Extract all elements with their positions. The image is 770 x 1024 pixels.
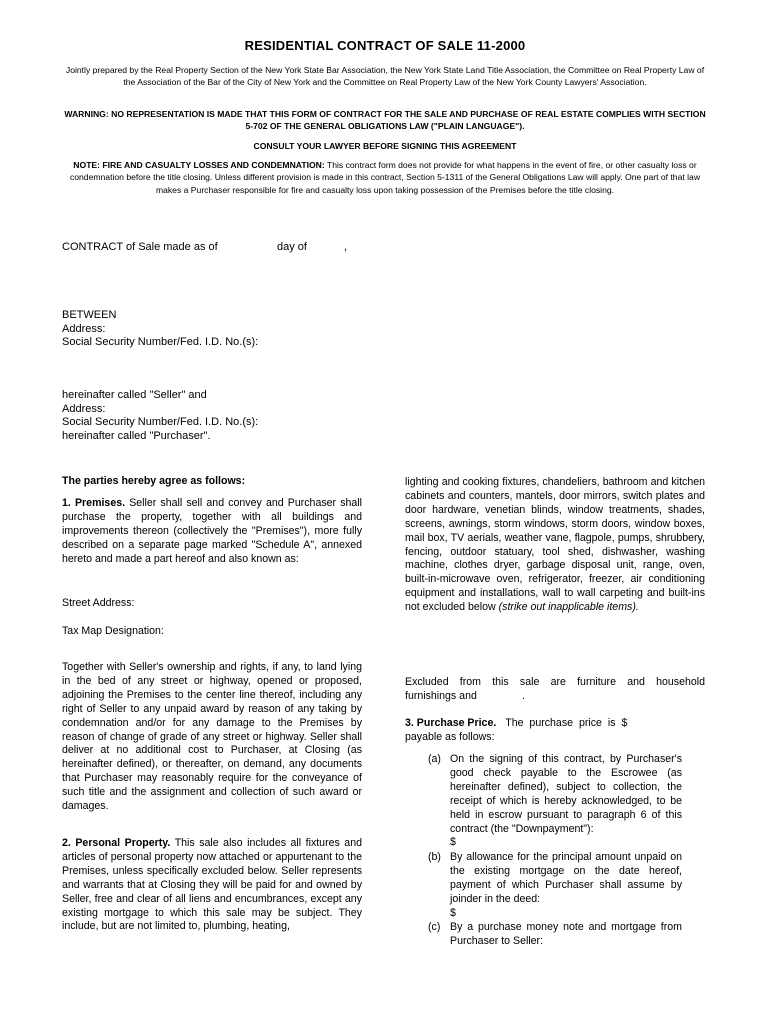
purchase-price-text: The purchase price is $ xyxy=(505,717,628,729)
purchaser-ssn-label: Social Security Number/Fed. I.D. No.(s): xyxy=(62,416,259,428)
section-purchase-price xyxy=(405,717,705,745)
payment-item-b-label: (b) xyxy=(428,851,441,863)
note-label: NOTE: FIRE AND CASUALTY LOSSES AND CONDEMNATION: xyxy=(73,160,325,170)
fixtures-paragraph xyxy=(405,476,705,615)
street-address-label: Street Address: xyxy=(62,597,135,609)
contract-day-of: day of xyxy=(277,241,307,253)
between-label: BETWEEN xyxy=(62,309,117,321)
payment-item-b-dollar: $ xyxy=(450,907,456,919)
excluded-line-2 xyxy=(405,690,705,704)
tax-map-label: Tax Map Designation: xyxy=(62,625,164,637)
purchaser-block xyxy=(62,389,462,443)
section-personal-property xyxy=(62,837,362,934)
personal-property-text: This sale also includes all fixtures and articles of personal property now attached or appurtenant to the Premises, unless specifically excluded below. Seller represents and warrants that at Closing they will be paid for and owned by Seller, free and clear of all liens and encumbrances, except any existing mortgage to which this sale may be subject. They include, but are not limited to, plumbing, heating, xyxy=(62,837,362,933)
parties-agree-heading: The parties hereby agree as follows: xyxy=(62,475,246,487)
intro-paragraph: Jointly prepared by the Real Property Section of the New York State Bar Association, the New York State Land Title Association, the Committee on Real Property Law of the Association of the Bar of the City of New York and the Committee on Real Property Law of the New York County Lawyers' Association. xyxy=(65,65,705,88)
purchase-price-heading: 3. Purchase Price. xyxy=(405,717,497,729)
payment-item-a-text: On the signing of this contract, by Purchaser's good check payable to the Escrowee (as hereinafter defined), subject to collection, the receipt of which is hereby acknowledged, to be held in escrow pursuant to paragraph 6 of this contract (the "Downpayment"): xyxy=(450,753,682,835)
section-premises xyxy=(62,497,362,567)
payment-item-c-text: By a purchase money note and mortgage from Purchaser to Seller: xyxy=(450,921,682,947)
warning-paragraph: WARNING: NO REPRESENTATION IS MADE THAT THIS FORM OF CONTRACT FOR THE SALE AND PURCHASE OF REAL ESTATE COMPLIES WITH SECTION 5-702 OF THE GENERAL OBLIGATIONS LAW ("PLAIN LANGUAGE"). xyxy=(64,109,706,132)
note-text: This contract form does not provide for what happens in the event of fire, or other casualty loss or condemnation before the title closing. Unless different provision is made in this contract, Section 5-1311 of the General Obligations Law will apply. One part of that law makes a Purchaser responsible for fire and casualty loss upon taking possession of the Premises before the title closing. xyxy=(69,160,701,195)
seller-block xyxy=(62,309,462,350)
payment-item-a-label: (a) xyxy=(428,753,441,765)
seller-ssn-label: Social Security Number/Fed. I.D. No.(s): xyxy=(62,336,259,348)
premises-text: Seller shall sell and convey and Purchaser shall purchase the property, together with all buildings and improvements thereon (collectively the "Premises"), more fully described on a separate page marked "Schedule A", annexed hereto and made a part hereof and also known as: xyxy=(62,497,362,565)
payable-as-follows: payable as follows: xyxy=(405,730,495,743)
payment-item-b-text: By allowance for the principal amount unpaid on the existing mortgage on the date hereof, payment of which Purchaser shall assume by joinder in the deed: xyxy=(450,851,682,905)
together-with-paragraph: Together with Seller's ownership and rights, if any, to land lying in the bed of any street or highway, opened or proposed, adjoining the Premises to the center line thereof, including any right of Seller to any unpaid award by reason of any taking by condemnation and/or for any damage to the Premises by reason of change of grade of any street or highway. Seller shall deliver at no additional cost to Purchaser, at Closing (as hereinafter defined), or thereafter, on demand, any documents that Purchaser may reasonably require for the conveyance of such title and the assignment and collection of such award or damages. xyxy=(62,661,362,813)
purchaser-address-label: Address: xyxy=(62,402,106,415)
excluded-paragraph xyxy=(405,676,705,704)
payment-item-a-dollar: $ xyxy=(450,836,456,848)
note-paragraph xyxy=(60,159,710,196)
payment-item-c-label: (c) xyxy=(428,921,441,933)
document-title: RESIDENTIAL CONTRACT OF SALE 11-2000 xyxy=(244,38,526,53)
called-seller-label: hereinafter called "Seller" and xyxy=(62,389,207,401)
contract-made-as-of: CONTRACT of Sale made as of xyxy=(62,241,218,253)
personal-property-heading: 2. Personal Property. xyxy=(62,837,171,849)
strike-out-note: (strike out inapplicable items). xyxy=(498,601,639,614)
excluded-period: . xyxy=(522,689,525,702)
premises-heading: 1. Premises. xyxy=(62,497,126,509)
excluded-furnishings: furnishings and xyxy=(405,689,477,702)
excluded-line-1: Excluded from this sale are furniture and household xyxy=(405,676,705,688)
called-purchaser-label: hereinafter called "Purchaser". xyxy=(62,429,211,442)
consult-lawyer-notice: CONSULT YOUR LAWYER BEFORE SIGNING THIS AGREEMENT xyxy=(253,141,517,151)
fixtures-text: lighting and cooking fixtures, chandeliers, bathroom and kitchen cabinets and counters, mantels, door mirrors, switch plates and door hardware, venetian blinds, window treatments, shades, screens, awnings, storm windows, storm doors, window boxes, mail box, TV aerials, weather vane, flagpole, pumps, shrubbery, fencing, outdoor statuary, tool shed, dishwasher, washing machine, clothes dryer, garbage disposal unit, range, oven, built-in-microwave oven, refrigerator, freezer, air conditioning equipment and installations, wall to wall carpeting and built-ins not excluded below xyxy=(405,476,705,614)
contract-comma: , xyxy=(344,241,348,253)
seller-address-label: Address: xyxy=(62,322,106,335)
